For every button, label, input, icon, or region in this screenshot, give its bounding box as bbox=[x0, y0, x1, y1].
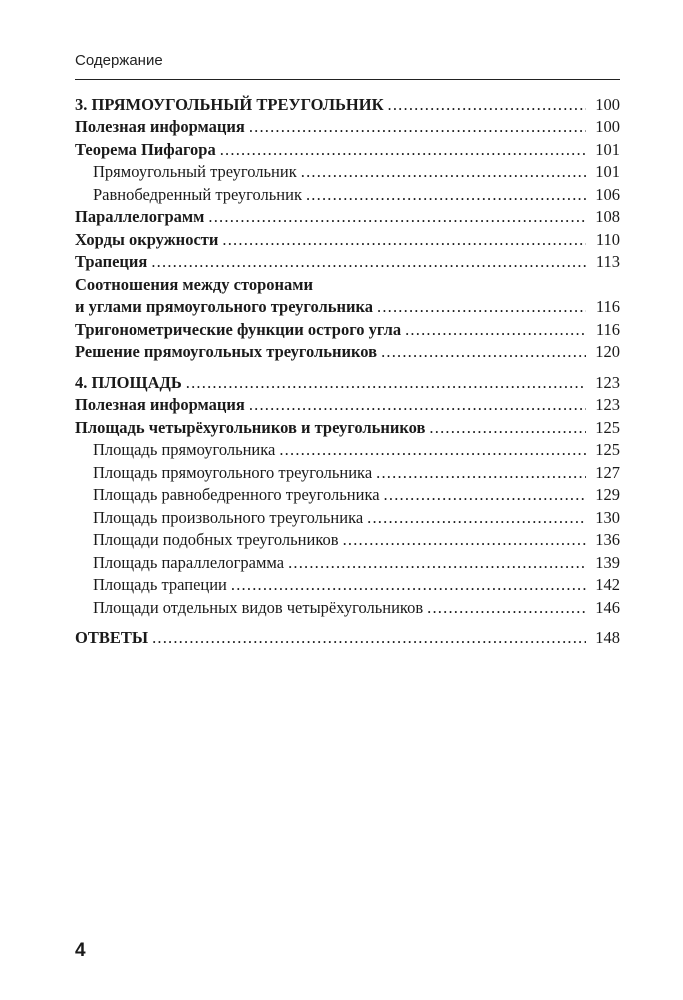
toc-dot-leader bbox=[405, 320, 586, 340]
toc-entry-page: 125 bbox=[595, 440, 620, 459]
toc-entry-title: Тригонометрические функции острого угла bbox=[75, 319, 402, 339]
toc-gap bbox=[75, 362, 620, 370]
toc-subsection[interactable] bbox=[75, 160, 620, 183]
toc-entry-page: 130 bbox=[595, 507, 620, 527]
toc-entry-page: 100 bbox=[595, 94, 620, 114]
toc-dot-leader bbox=[388, 95, 586, 115]
toc-dot-leader bbox=[343, 530, 586, 550]
toc-dot-leader bbox=[249, 117, 586, 137]
toc-subsection[interactable] bbox=[75, 595, 620, 618]
toc-entry-title: Соотношения между сторонами bbox=[75, 274, 314, 294]
toc-entry-page: 100 bbox=[595, 117, 620, 136]
toc-dot-leader bbox=[186, 373, 586, 393]
toc-dot-leader bbox=[151, 252, 586, 272]
toc-dot-leader bbox=[279, 440, 586, 460]
toc-entry-title: Теорема Пифагора bbox=[75, 139, 216, 159]
toc-entry-page: 113 bbox=[595, 252, 620, 271]
toc-entry-page: 129 bbox=[595, 485, 620, 504]
toc-entry-page: 108 bbox=[595, 207, 620, 226]
toc-section[interactable] bbox=[75, 317, 620, 340]
toc-entry-page: 146 bbox=[595, 597, 620, 617]
toc-entry-page: 106 bbox=[595, 184, 620, 204]
toc-entry-page: 139 bbox=[595, 552, 620, 572]
toc-dot-leader bbox=[376, 463, 586, 483]
toc-dot-leader bbox=[249, 395, 586, 415]
toc-subsection[interactable] bbox=[75, 438, 620, 461]
toc-subsection[interactable] bbox=[75, 182, 620, 205]
toc-entry-title: Прямоугольный треугольник bbox=[93, 162, 297, 181]
toc-dot-leader bbox=[152, 628, 586, 648]
toc-section[interactable] bbox=[75, 137, 620, 160]
toc-entry-title: Площадь параллелограмма bbox=[93, 552, 285, 572]
toc-entry-title: Площадь прямоугольника bbox=[93, 440, 276, 459]
toc-section[interactable] bbox=[75, 393, 620, 416]
toc-entry-title: Площадь трапеции bbox=[93, 575, 227, 594]
toc-subsection[interactable] bbox=[75, 573, 620, 596]
toc-dot-leader bbox=[306, 185, 586, 205]
toc-gap bbox=[75, 618, 620, 626]
toc-dot-leader bbox=[288, 553, 586, 573]
toc-chapter[interactable] bbox=[75, 626, 620, 649]
toc-subsection[interactable] bbox=[75, 528, 620, 551]
toc-section[interactable] bbox=[75, 272, 620, 295]
toc-entry-title: Параллелограмм bbox=[75, 207, 205, 226]
toc-subsection[interactable] bbox=[75, 460, 620, 483]
toc-entry-title: 3. ПРЯМОУГОЛЬНЫЙ ТРЕУГОЛЬНИК bbox=[75, 94, 384, 114]
toc-entry-title: Хорды окружности bbox=[75, 229, 219, 249]
toc-entry-title: Полезная информация bbox=[75, 395, 245, 414]
toc-entry-title: ОТВЕТЫ bbox=[75, 628, 149, 647]
toc-section[interactable] bbox=[75, 340, 620, 363]
toc-entry-page: 101 bbox=[595, 139, 620, 159]
toc-entry-title: Площадь прямоугольного треугольника bbox=[93, 462, 373, 482]
toc-dot-leader bbox=[377, 297, 586, 317]
toc-entry-title: 4. ПЛОЩАДЬ bbox=[75, 372, 182, 392]
toc-entry-page: 123 bbox=[595, 395, 620, 414]
toc-entry-page: 110 bbox=[595, 229, 620, 249]
toc-section[interactable] bbox=[75, 205, 620, 228]
toc-entry-title: Площади подобных треугольников bbox=[93, 530, 339, 549]
toc-chapter[interactable] bbox=[75, 370, 620, 393]
toc-section[interactable] bbox=[75, 415, 620, 438]
toc-dot-leader bbox=[367, 508, 586, 528]
toc-dot-leader bbox=[208, 207, 586, 227]
toc-dot-leader bbox=[384, 485, 586, 505]
toc-entry-page: 125 bbox=[595, 417, 620, 437]
toc-entry-title: Площадь произвольного треугольника bbox=[93, 507, 364, 527]
table-of-contents bbox=[75, 92, 620, 648]
toc-section[interactable] bbox=[75, 115, 620, 138]
toc-entry-page: 123 bbox=[595, 372, 620, 392]
toc-entry-page: 148 bbox=[595, 628, 620, 647]
toc-entry-title: и углами прямоугольного треугольника bbox=[75, 297, 373, 316]
running-header: Содержание bbox=[75, 52, 163, 69]
toc-section[interactable] bbox=[75, 227, 620, 250]
toc-entry-page: 142 bbox=[595, 575, 620, 594]
toc-dot-leader bbox=[222, 230, 586, 250]
toc-entry-title: Равнобедренный треугольник bbox=[93, 184, 302, 204]
toc-entry-title: Площадь равнобедренного треугольника bbox=[93, 485, 380, 504]
toc-entry-page: 116 bbox=[595, 297, 620, 316]
toc-dot-leader bbox=[301, 162, 586, 182]
toc-entry-title: Площадь четырёхугольников и треугольников bbox=[75, 417, 426, 437]
toc-entry-page: 136 bbox=[595, 530, 620, 549]
toc-subsection[interactable] bbox=[75, 505, 620, 528]
toc-dot-leader bbox=[220, 140, 586, 160]
toc-section[interactable] bbox=[75, 250, 620, 273]
toc-entry-page: 116 bbox=[595, 319, 620, 339]
toc-subsection[interactable] bbox=[75, 483, 620, 506]
toc-entry-page: 120 bbox=[595, 342, 620, 361]
toc-dot-leader bbox=[429, 418, 586, 438]
toc-entry-title: Трапеция bbox=[75, 252, 148, 271]
toc-dot-leader bbox=[427, 598, 586, 618]
toc-entry-title: Решение прямоугольных треугольников bbox=[75, 342, 378, 361]
header-rule bbox=[75, 79, 620, 80]
toc-entry-title: Площади отдельных видов четырёхугольников bbox=[93, 597, 424, 617]
toc-chapter[interactable] bbox=[75, 92, 620, 115]
toc-entry-page: 101 bbox=[595, 162, 620, 181]
toc-entry-title: Полезная информация bbox=[75, 117, 245, 136]
page-number: 4 bbox=[75, 940, 86, 961]
toc-dot-leader bbox=[381, 342, 586, 362]
toc-section[interactable] bbox=[75, 295, 620, 318]
toc-subsection[interactable] bbox=[75, 550, 620, 573]
toc-entry-page: 127 bbox=[595, 462, 620, 482]
toc-dot-leader bbox=[231, 575, 586, 595]
